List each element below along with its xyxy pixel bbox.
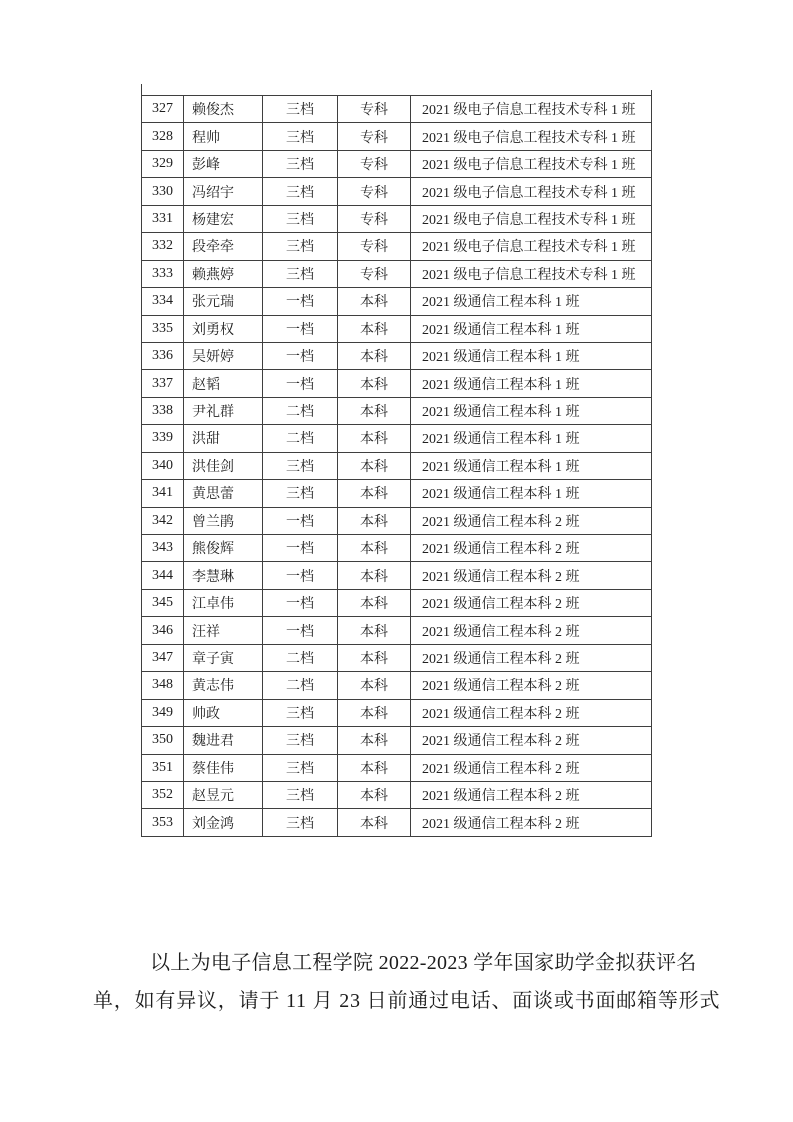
student-name-cell: 魏进君 xyxy=(184,727,263,754)
table-row xyxy=(142,370,652,397)
class-name-cell: 2021 级通信工程本科 2 班 xyxy=(411,562,652,589)
class-name-cell: 2021 级通信工程本科 2 班 xyxy=(411,617,652,644)
class-name-cell: 2021 级通信工程本科 2 班 xyxy=(411,809,652,836)
serial-number-cell: 341 xyxy=(142,480,184,507)
table-row xyxy=(142,397,652,424)
class-name-cell: 2021 级通信工程本科 2 班 xyxy=(411,672,652,699)
degree-level-cell: 本科 xyxy=(338,315,411,342)
aid-tier-cell: 三档 xyxy=(263,205,338,232)
aid-tier-cell: 三档 xyxy=(263,96,338,123)
student-name-cell: 彭峰 xyxy=(184,150,263,177)
student-name-cell: 赖燕婷 xyxy=(184,260,263,287)
degree-level-cell: 本科 xyxy=(338,452,411,479)
class-name-cell: 2021 级通信工程本科 2 班 xyxy=(411,727,652,754)
student-name-cell: 帅政 xyxy=(184,699,263,726)
aid-tier-cell: 一档 xyxy=(263,589,338,616)
aid-tier-cell: 三档 xyxy=(263,260,338,287)
table-row xyxy=(142,342,652,369)
serial-number-cell: 345 xyxy=(142,589,184,616)
table-row xyxy=(142,535,652,562)
aid-tier-cell: 三档 xyxy=(263,699,338,726)
table-row xyxy=(142,260,652,287)
degree-level-cell: 本科 xyxy=(338,342,411,369)
serial-number-cell: 333 xyxy=(142,260,184,287)
degree-level-cell: 本科 xyxy=(338,589,411,616)
serial-number-cell: 338 xyxy=(142,397,184,424)
student-name-cell: 洪佳剑 xyxy=(184,452,263,479)
table-row xyxy=(142,425,652,452)
degree-level-cell: 本科 xyxy=(338,644,411,671)
student-name-cell: 尹礼群 xyxy=(184,397,263,424)
serial-number-cell: 350 xyxy=(142,727,184,754)
student-name-cell: 段牵牵 xyxy=(184,233,263,260)
aid-tier-cell: 三档 xyxy=(263,727,338,754)
student-name-cell: 曾兰鹃 xyxy=(184,507,263,534)
degree-level-cell: 本科 xyxy=(338,425,411,452)
table-row xyxy=(142,644,652,671)
notice-paragraph-line-2: 单，如有异议，请于 11 月 23 日前通过电话、面谈或书面邮箱等形式 xyxy=(93,990,721,1012)
degree-level-cell: 本科 xyxy=(338,370,411,397)
aid-tier-cell: 三档 xyxy=(263,452,338,479)
serial-number-cell: 344 xyxy=(142,562,184,589)
student-name-cell: 程帅 xyxy=(184,123,263,150)
serial-number-cell: 332 xyxy=(142,233,184,260)
class-name-cell: 2021 级电子信息工程技术专科 1 班 xyxy=(411,150,652,177)
aid-tier-cell: 一档 xyxy=(263,617,338,644)
student-name-cell: 张元瑞 xyxy=(184,288,263,315)
table-row xyxy=(142,123,652,150)
class-name-cell: 2021 级通信工程本科 2 班 xyxy=(411,754,652,781)
class-name-cell: 2021 级电子信息工程技术专科 1 班 xyxy=(411,205,652,232)
degree-level-cell: 本科 xyxy=(338,809,411,836)
student-name-cell: 江卓伟 xyxy=(184,589,263,616)
degree-level-cell: 本科 xyxy=(338,727,411,754)
class-name-cell: 2021 级通信工程本科 1 班 xyxy=(411,397,652,424)
degree-level-cell: 专科 xyxy=(338,96,411,123)
student-name-cell: 蔡佳伟 xyxy=(184,754,263,781)
table-row xyxy=(142,809,652,836)
serial-number-cell: 327 xyxy=(142,96,184,123)
class-name-cell: 2021 级通信工程本科 2 班 xyxy=(411,699,652,726)
class-name-cell: 2021 级通信工程本科 1 班 xyxy=(411,342,652,369)
aid-tier-cell: 一档 xyxy=(263,535,338,562)
table-row xyxy=(142,452,652,479)
serial-number-cell: 346 xyxy=(142,617,184,644)
table-row xyxy=(142,233,652,260)
aid-tier-cell: 三档 xyxy=(263,233,338,260)
table-row xyxy=(142,727,652,754)
aid-tier-cell: 三档 xyxy=(263,150,338,177)
degree-level-cell: 专科 xyxy=(338,205,411,232)
class-name-cell: 2021 级通信工程本科 1 班 xyxy=(411,315,652,342)
student-name-cell: 章子寅 xyxy=(184,644,263,671)
class-name-cell: 2021 级电子信息工程技术专科 1 班 xyxy=(411,233,652,260)
student-name-cell: 汪祥 xyxy=(184,617,263,644)
table-row xyxy=(142,507,652,534)
class-name-cell: 2021 级电子信息工程技术专科 1 班 xyxy=(411,96,652,123)
table-row xyxy=(142,96,652,123)
table-row xyxy=(142,754,652,781)
aid-tier-cell: 二档 xyxy=(263,644,338,671)
student-name-cell: 赵昱元 xyxy=(184,781,263,808)
serial-number-cell: 348 xyxy=(142,672,184,699)
table-row xyxy=(142,589,652,616)
degree-level-cell: 本科 xyxy=(338,617,411,644)
degree-level-cell: 专科 xyxy=(338,233,411,260)
student-name-cell: 冯绍宇 xyxy=(184,178,263,205)
serial-number-cell: 331 xyxy=(142,205,184,232)
degree-level-cell: 本科 xyxy=(338,397,411,424)
class-name-cell: 2021 级电子信息工程技术专科 1 班 xyxy=(411,123,652,150)
class-name-cell: 2021 级通信工程本科 1 班 xyxy=(411,288,652,315)
serial-number-cell: 340 xyxy=(142,452,184,479)
class-name-cell: 2021 级通信工程本科 2 班 xyxy=(411,781,652,808)
aid-tier-cell: 二档 xyxy=(263,672,338,699)
student-name-cell: 刘金鸿 xyxy=(184,809,263,836)
student-name-cell: 李慧琳 xyxy=(184,562,263,589)
aid-tier-cell: 三档 xyxy=(263,480,338,507)
aid-tier-cell: 二档 xyxy=(263,425,338,452)
aid-tier-cell: 三档 xyxy=(263,809,338,836)
serial-number-cell: 330 xyxy=(142,178,184,205)
aid-tier-cell: 二档 xyxy=(263,397,338,424)
serial-number-cell: 336 xyxy=(142,342,184,369)
student-name-cell: 吴妍婷 xyxy=(184,342,263,369)
serial-number-cell: 343 xyxy=(142,535,184,562)
aid-tier-cell: 一档 xyxy=(263,370,338,397)
degree-level-cell: 本科 xyxy=(338,288,411,315)
student-name-cell: 赵韬 xyxy=(184,370,263,397)
table-row xyxy=(142,781,652,808)
student-name-cell: 杨建宏 xyxy=(184,205,263,232)
scholarship-candidates-table xyxy=(141,95,652,837)
degree-level-cell: 本科 xyxy=(338,562,411,589)
degree-level-cell: 本科 xyxy=(338,535,411,562)
serial-number-cell: 328 xyxy=(142,123,184,150)
student-name-cell: 赖俊杰 xyxy=(184,96,263,123)
table-row xyxy=(142,288,652,315)
degree-level-cell: 本科 xyxy=(338,754,411,781)
table-row xyxy=(142,699,652,726)
serial-number-cell: 337 xyxy=(142,370,184,397)
student-name-cell: 黄思蕾 xyxy=(184,480,263,507)
student-name-cell: 熊俊辉 xyxy=(184,535,263,562)
student-name-cell: 黄志伟 xyxy=(184,672,263,699)
table-row xyxy=(142,480,652,507)
class-name-cell: 2021 级通信工程本科 2 班 xyxy=(411,589,652,616)
table-row xyxy=(142,205,652,232)
degree-level-cell: 专科 xyxy=(338,178,411,205)
serial-number-cell: 334 xyxy=(142,288,184,315)
aid-tier-cell: 三档 xyxy=(263,123,338,150)
serial-number-cell: 342 xyxy=(142,507,184,534)
serial-number-cell: 329 xyxy=(142,150,184,177)
class-name-cell: 2021 级通信工程本科 2 班 xyxy=(411,535,652,562)
table-row xyxy=(142,672,652,699)
degree-level-cell: 本科 xyxy=(338,781,411,808)
aid-tier-cell: 三档 xyxy=(263,754,338,781)
aid-tier-cell: 一档 xyxy=(263,507,338,534)
class-name-cell: 2021 级电子信息工程技术专科 1 班 xyxy=(411,260,652,287)
notice-paragraph-line-1: 以上为电子信息工程学院 2022-2023 学年国家助学金拟获评名 xyxy=(150,952,697,974)
table-row xyxy=(142,562,652,589)
aid-tier-cell: 三档 xyxy=(263,781,338,808)
class-name-cell: 2021 级通信工程本科 1 班 xyxy=(411,370,652,397)
serial-number-cell: 351 xyxy=(142,754,184,781)
student-name-cell: 洪甜 xyxy=(184,425,263,452)
student-name-cell: 刘勇权 xyxy=(184,315,263,342)
table-row xyxy=(142,315,652,342)
aid-tier-cell: 一档 xyxy=(263,315,338,342)
class-name-cell: 2021 级通信工程本科 1 班 xyxy=(411,480,652,507)
aid-tier-cell: 三档 xyxy=(263,178,338,205)
aid-tier-cell: 一档 xyxy=(263,562,338,589)
serial-number-cell: 335 xyxy=(142,315,184,342)
serial-number-cell: 349 xyxy=(142,699,184,726)
degree-level-cell: 本科 xyxy=(338,480,411,507)
class-name-cell: 2021 级电子信息工程技术专科 1 班 xyxy=(411,178,652,205)
degree-level-cell: 本科 xyxy=(338,672,411,699)
aid-tier-cell: 一档 xyxy=(263,288,338,315)
serial-number-cell: 347 xyxy=(142,644,184,671)
degree-level-cell: 专科 xyxy=(338,260,411,287)
serial-number-cell: 353 xyxy=(142,809,184,836)
class-name-cell: 2021 级通信工程本科 1 班 xyxy=(411,425,652,452)
table-row xyxy=(142,150,652,177)
degree-level-cell: 本科 xyxy=(338,507,411,534)
table-row xyxy=(142,178,652,205)
serial-number-cell: 352 xyxy=(142,781,184,808)
class-name-cell: 2021 级通信工程本科 1 班 xyxy=(411,452,652,479)
serial-number-cell: 339 xyxy=(142,425,184,452)
degree-level-cell: 本科 xyxy=(338,699,411,726)
degree-level-cell: 专科 xyxy=(338,150,411,177)
class-name-cell: 2021 级通信工程本科 2 班 xyxy=(411,507,652,534)
aid-tier-cell: 一档 xyxy=(263,342,338,369)
degree-level-cell: 专科 xyxy=(338,123,411,150)
class-name-cell: 2021 级通信工程本科 2 班 xyxy=(411,644,652,671)
table-row xyxy=(142,617,652,644)
